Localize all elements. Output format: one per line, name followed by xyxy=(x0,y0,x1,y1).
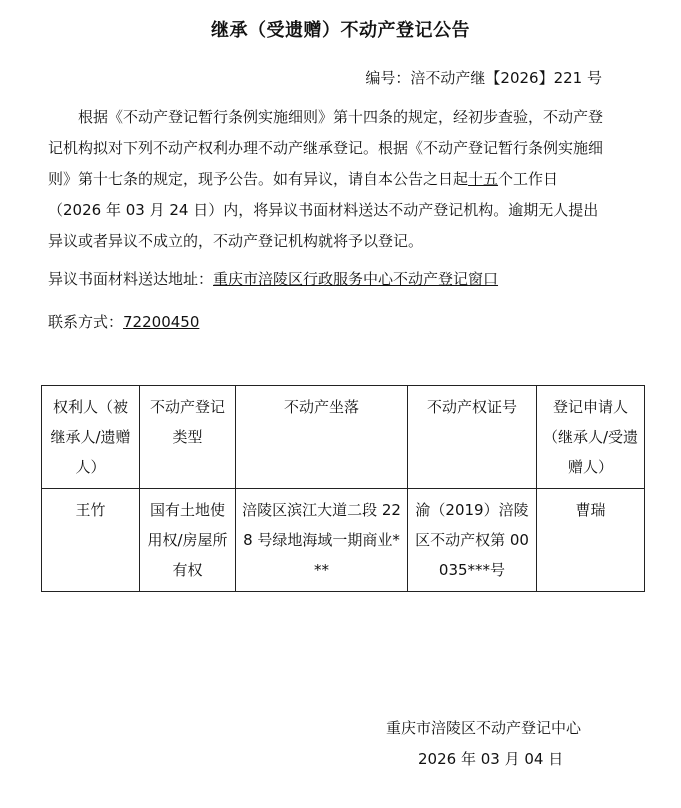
cell-certificate-number: 渝（2019）涪陵区不动产权第 00035***号 xyxy=(408,489,537,592)
header-property-location: 不动产坐落 xyxy=(236,386,408,489)
header-registration-type: 不动产登记类型 xyxy=(140,386,236,489)
header-certificate-number: 不动产权证号 xyxy=(408,386,537,489)
objection-address xyxy=(48,268,498,289)
contact-phone: 72200450 xyxy=(123,313,200,331)
notice-title: 继承（受遗赠）不动产登记公告 xyxy=(211,20,470,41)
notice-body-part2: 个工作日（2026 年 03 月 24 日）内，将异议书面材料送达不动产登记机构。逾期无人提出异议或者异议不成立的，不动产登记机构就将予以登记。 xyxy=(48,170,599,250)
notice-body-part1: 根据《不动产登记暂行条例实施细则》第十四条的规定，经初步查验，不动产登记机构拟对下列不动产权利办理不动产继承登记。根据《不动产登记暂行条例实施细则》第十七条的规定，现予公告。如有异议，请自本公告之日起 xyxy=(48,108,604,188)
cell-obligee: 王竹 xyxy=(42,489,140,592)
table-header-row xyxy=(42,386,645,489)
issue-date: 2026 年 03 月 04 日 xyxy=(418,750,564,768)
objection-days: 十五 xyxy=(468,170,499,188)
cell-property-location: 涪陵区滨江大道二段 228 号绿地海域一期商业*** xyxy=(236,489,408,592)
cell-applicant: 曹瑞 xyxy=(537,489,645,592)
header-obligee: 权利人（被继承人/遗赠人） xyxy=(42,386,140,489)
address-value: 重庆市涪陵区行政服务中心不动产登记窗口 xyxy=(213,270,499,288)
notice-body xyxy=(48,102,608,257)
contact-label: 联系方式： xyxy=(48,313,124,331)
issuing-organization: 重庆市涪陵区不动产登记中心 xyxy=(386,719,582,737)
address-label: 异议书面材料送达地址： xyxy=(48,270,214,288)
cell-registration-type: 国有土地使用权/房屋所有权 xyxy=(140,489,236,592)
header-applicant: 登记申请人（继承人/受遗赠人） xyxy=(537,386,645,489)
contact-info xyxy=(48,311,199,332)
document-number: 编号：涪不动产继【2026】221 号 xyxy=(365,69,602,87)
property-table xyxy=(41,385,645,592)
table-row xyxy=(42,489,645,592)
